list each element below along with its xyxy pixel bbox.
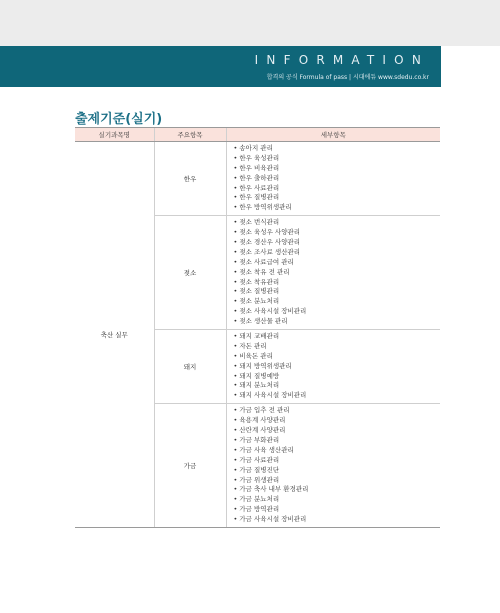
detail-item: • 한우 질병관리 [234, 193, 441, 203]
detail-item: • 가금 축사 내부 환경관리 [234, 485, 441, 495]
detail-item: • 젖소 생산물 관리 [234, 317, 441, 327]
group-name: 돼지 [154, 330, 226, 404]
page-title: 출제기준(실기) [75, 112, 163, 127]
detail-item: • 돼지 교배관리 [234, 332, 441, 342]
table-row [75, 142, 440, 216]
header-detail-item: 세부항목 [226, 128, 440, 142]
exam-criteria-table [75, 127, 440, 528]
detail-item: • 젖소 착유관리 [234, 278, 441, 288]
top-strip [0, 0, 500, 46]
detail-item: • 한우 사료관리 [234, 184, 441, 194]
detail-item: • 송아지 관리 [234, 144, 441, 154]
detail-item: • 돼지 분뇨처리 [234, 381, 441, 391]
detail-item: • 가금 분뇨처리 [234, 495, 441, 505]
group-name: 한우 [154, 142, 226, 216]
header-subject: 실기과목명 [75, 128, 154, 142]
detail-item: • 가금 사료관리 [234, 456, 441, 466]
detail-item: • 젖소 분뇨처리 [234, 297, 441, 307]
detail-item: • 젖소 사료급여 관리 [234, 258, 441, 268]
detail-item: • 비육돈 관리 [234, 352, 441, 362]
detail-cell [226, 216, 440, 330]
table-header-row [75, 128, 440, 142]
detail-item: • 산란계 사양관리 [234, 426, 441, 436]
detail-item: • 젖소 경산우 사양관리 [234, 238, 441, 248]
detail-item: • 돼지 질병예방 [234, 372, 441, 382]
detail-item: • 가금 사육 생산관리 [234, 446, 441, 456]
detail-item: • 가금 부화관리 [234, 436, 441, 446]
detail-item: • 가금 사육시설 장비관리 [234, 515, 441, 525]
detail-item: • 젖소 착유 전 관리 [234, 268, 441, 278]
header-main-item: 주요항목 [154, 128, 226, 142]
detail-item: • 가금 위생관리 [234, 476, 441, 486]
detail-item: • 젖소 사육시설 장비관리 [234, 307, 441, 317]
detail-item: • 육용계 사양관리 [234, 416, 441, 426]
detail-cell [226, 142, 440, 216]
detail-item: • 가금 입추 전 관리 [234, 406, 441, 416]
detail-item: • 젖소 번식관리 [234, 218, 441, 228]
header-word: INFORMATION [254, 53, 429, 67]
detail-item: • 가금 질병진단 [234, 466, 441, 476]
header-subtitle: 합격의 공식 Formula of pass | 시대에듀 www.sdedu.co.kr [266, 74, 429, 81]
group-name: 젖소 [154, 216, 226, 330]
detail-item: • 한우 방역위생관리 [234, 203, 441, 213]
detail-item: • 한우 비육관리 [234, 164, 441, 174]
subject-cell: 축산 실무 [75, 142, 154, 528]
detail-item: • 젖소 육성우 사양관리 [234, 228, 441, 238]
detail-item: • 젖소 조사료 생산관리 [234, 248, 441, 258]
detail-item: • 젖소 질병관리 [234, 287, 441, 297]
detail-item: • 자돈 관리 [234, 342, 441, 352]
detail-cell [226, 404, 440, 528]
detail-item: • 한우 출하관리 [234, 174, 441, 184]
detail-cell [226, 330, 440, 404]
detail-item: • 돼지 방역위생관리 [234, 362, 441, 372]
group-name: 가금 [154, 404, 226, 528]
detail-item: • 돼지 사육시설 장비관리 [234, 391, 441, 401]
header-banner [0, 46, 441, 87]
detail-item: • 한우 육성관리 [234, 154, 441, 164]
detail-item: • 가금 방역관리 [234, 505, 441, 515]
